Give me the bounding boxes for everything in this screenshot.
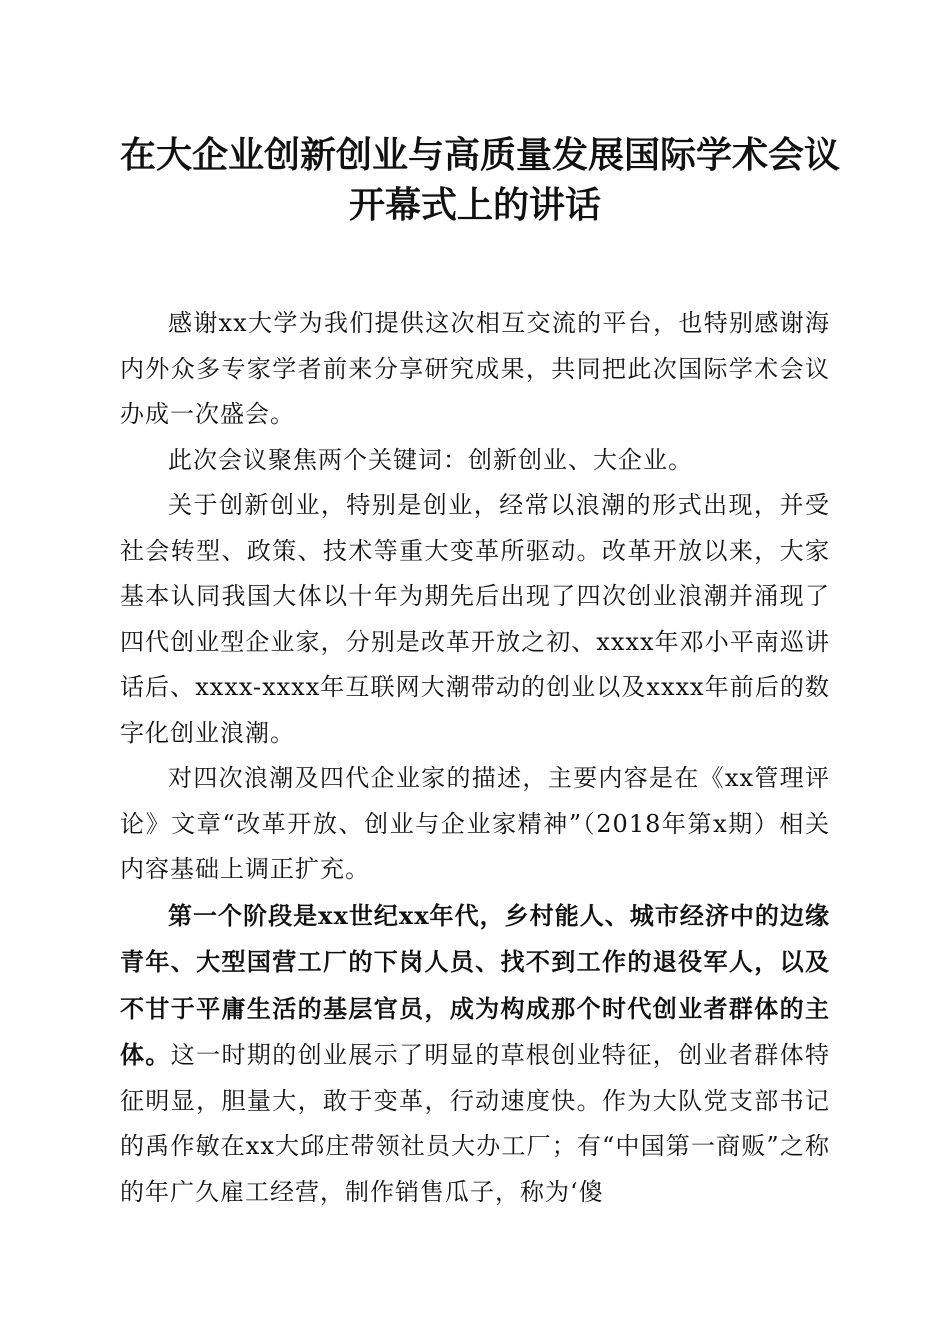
title-line-1: 在大企业创新创业与高质量发展国际学术会议: [120, 134, 841, 176]
document-page: [120, 130, 841, 1215]
paragraph-5-rest: 这一时期的创业展示了明显的草根创业特征，创业者群体特征明显，胆量大，敢于变革，行动速度快。作为大队党支部书记的禹作敏在xx大邱庄带领社员大办工厂；有“中国第一商贩”之称的年广久雇工经营，制作销售瓜子，称为‘傻: [120, 1041, 831, 1206]
document-title: [120, 130, 841, 230]
paragraph-5-lead: 第一个阶段是xx世纪xx年代，乡村能人、城市经济中的边缘青年、大型国营工厂的下岗人员、找不到工作的退役军人，以及不甘于平庸生活的基层官员，成为构成那个时代创业者群体的主体。: [120, 900, 830, 1069]
paragraph-1: 感谢xx大学为我们提供这次相互交流的平台，也特别感谢海内外众多专家学者前来分享研究成果，共同把此次国际学术会议办成一次盛会。: [120, 309, 830, 428]
paragraph-2: 此次会议聚焦两个关键词：创新创业、大企业。: [168, 445, 693, 474]
document-body: [120, 301, 830, 1215]
paragraph-5: [120, 893, 830, 1216]
title-line-2: 开幕式上的讲话: [348, 184, 601, 226]
paragraph-4: 对四次浪潮及四代企业家的描述，主要内容是在《xx管理评论》文章“改革开放、创业与企业家精神”（2018年第x期）相关内容基础上调正扩充。: [120, 764, 830, 883]
paragraph-3: 关于创新创业，特别是创业，经常以浪潮的形式出现，并受社会转型、政策、技术等重大变革所驱动。改革开放以来，大家基本认同我国大体以十年为期先后出现了四次创业浪潮并涌现了四代创业型企业家，分别是改革开放之初、xxxx年邓小平南巡讲话后、xxxx-xxxx年互联网大潮带动的创业以及xxxx年前后的数字化创业浪潮。: [120, 491, 830, 747]
